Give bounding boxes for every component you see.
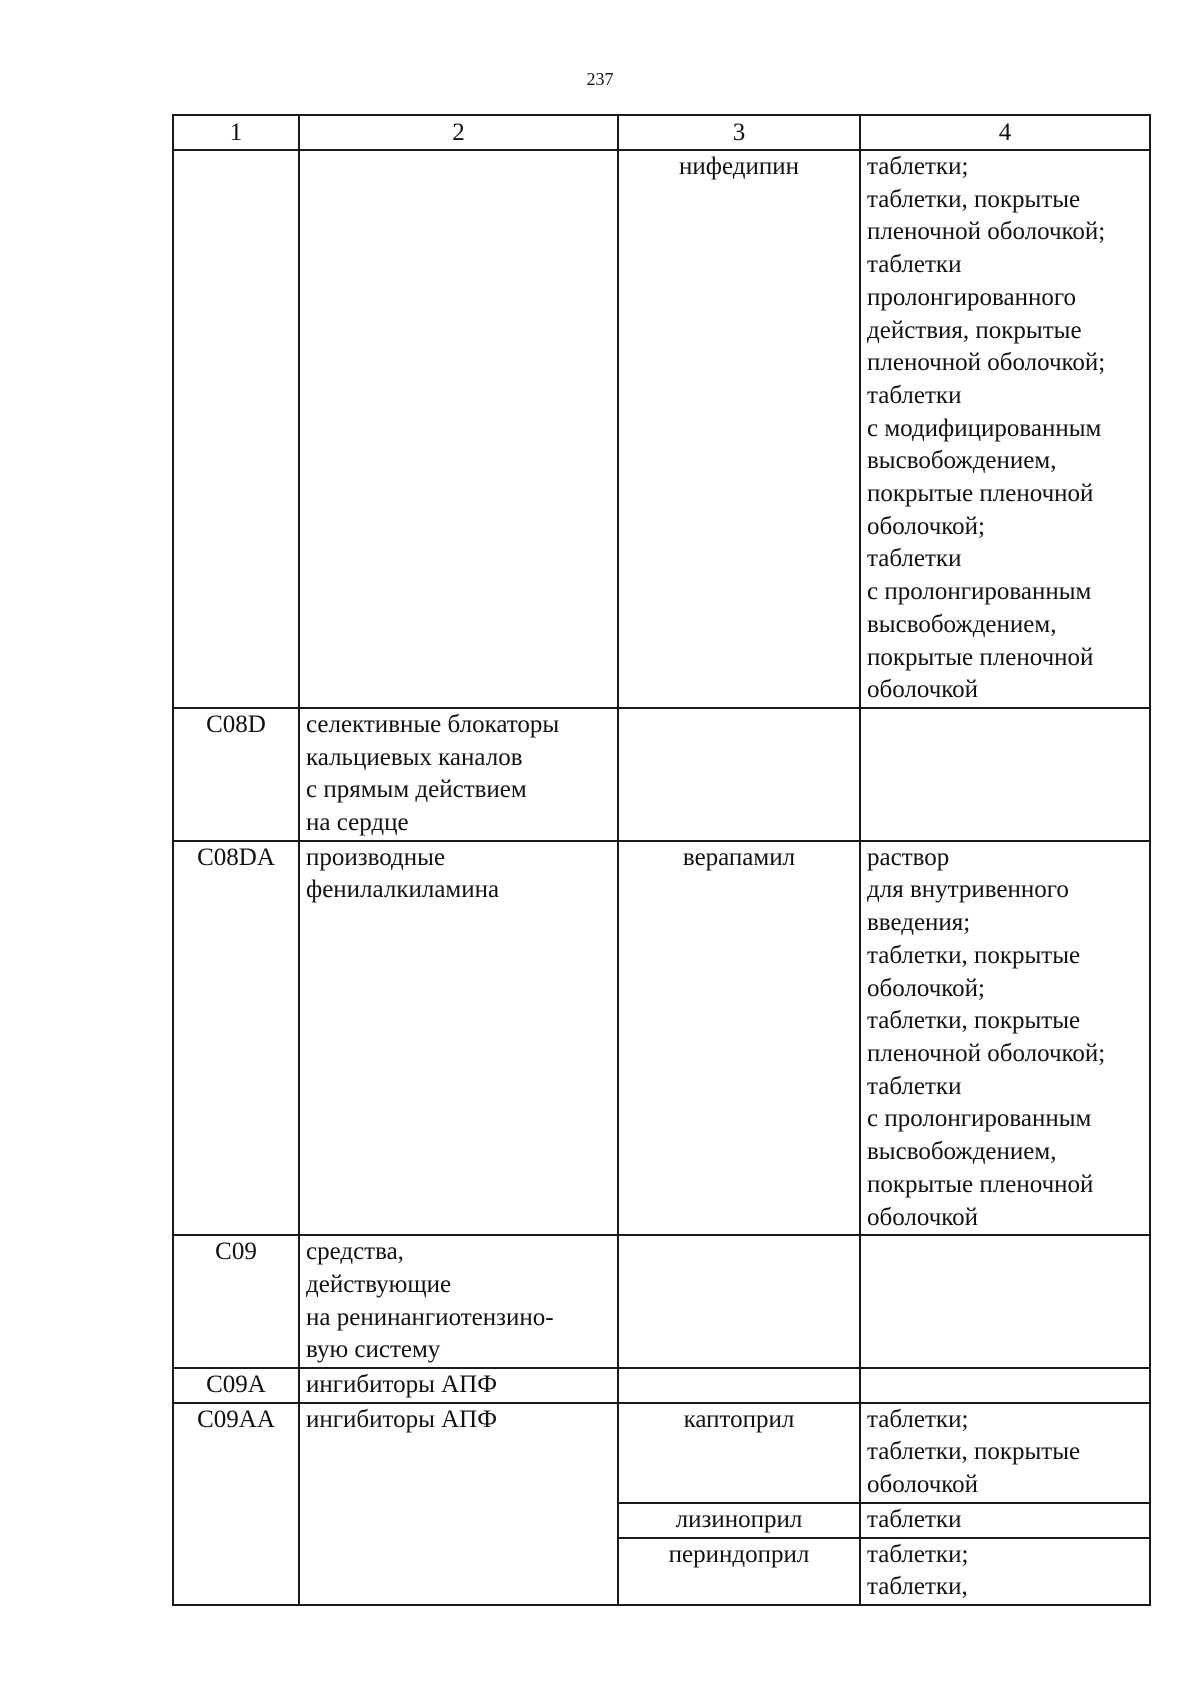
table-row xyxy=(173,1403,1150,1503)
table-row xyxy=(173,1235,1150,1368)
dosage-form-cell: раствор для внутривенного введения; таблетки, покрытые оболочкой; таблетки, покрытые пленочной оболочкой; таблетки с пролонгированным высвобождением, покрытые пленочной оболочкой xyxy=(860,841,1150,1235)
drug-name-cell: нифедипин xyxy=(618,150,860,708)
atc-code-cell: C08D xyxy=(173,708,299,841)
drug-name-cell: лизиноприл xyxy=(618,1503,860,1538)
table-row xyxy=(173,150,1150,708)
table-header-row xyxy=(173,115,1150,150)
drug-name-cell: верапамил xyxy=(618,841,860,1235)
group-name-cell: ингибиторы АПФ xyxy=(299,1368,618,1403)
drug-name-cell xyxy=(618,1368,860,1403)
group-name-cell: селективные блокаторы кальциевых каналов с прямым действием на сердце xyxy=(299,708,618,841)
drug-name-cell xyxy=(618,1235,860,1368)
atc-code-cell: C09A xyxy=(173,1368,299,1403)
page-number: 237 xyxy=(586,69,614,89)
dosage-form-cell: таблетки xyxy=(860,1503,1150,1538)
dosage-form-cell xyxy=(860,1235,1150,1368)
group-name-cell xyxy=(299,150,618,708)
header-cell-3: 3 xyxy=(618,115,860,150)
drug-name-cell: каптоприл xyxy=(618,1403,860,1503)
header-cell-4: 4 xyxy=(860,115,1150,150)
atc-code-cell: C09AA xyxy=(173,1403,299,1605)
table-row xyxy=(173,841,1150,1235)
group-name-cell: производные фенилалкиламина xyxy=(299,841,618,1235)
header-cell-2: 2 xyxy=(299,115,618,150)
table-row xyxy=(173,1368,1150,1403)
drug-table xyxy=(172,114,1151,1606)
header-cell-1: 1 xyxy=(173,115,299,150)
atc-code-cell: C08DA xyxy=(173,841,299,1235)
dosage-form-cell: таблетки; таблетки, покрытые оболочкой xyxy=(860,1403,1150,1503)
atc-code-cell: C09 xyxy=(173,1235,299,1368)
dosage-form-cell xyxy=(860,708,1150,841)
dosage-form-cell: таблетки; таблетки, покрытые пленочной оболочкой; таблетки пролонгированного действия, покрытые пленочной оболочкой; таблетки с модифицированным высвобождением, покрытые пленочной оболочкой; таблетки с пролонгированным высвобождением, покрытые пленочной оболочкой xyxy=(860,150,1150,708)
atc-code-cell xyxy=(173,150,299,708)
dosage-form-cell: таблетки; таблетки, xyxy=(860,1538,1150,1605)
group-name-cell: средства, действующие на ренинангиотензино- вую систему xyxy=(299,1235,618,1368)
drug-name-cell: периндоприл xyxy=(618,1538,860,1605)
dosage-form-cell xyxy=(860,1368,1150,1403)
group-name-cell: ингибиторы АПФ xyxy=(299,1403,618,1605)
drug-name-cell xyxy=(618,708,860,841)
table-row xyxy=(173,708,1150,841)
